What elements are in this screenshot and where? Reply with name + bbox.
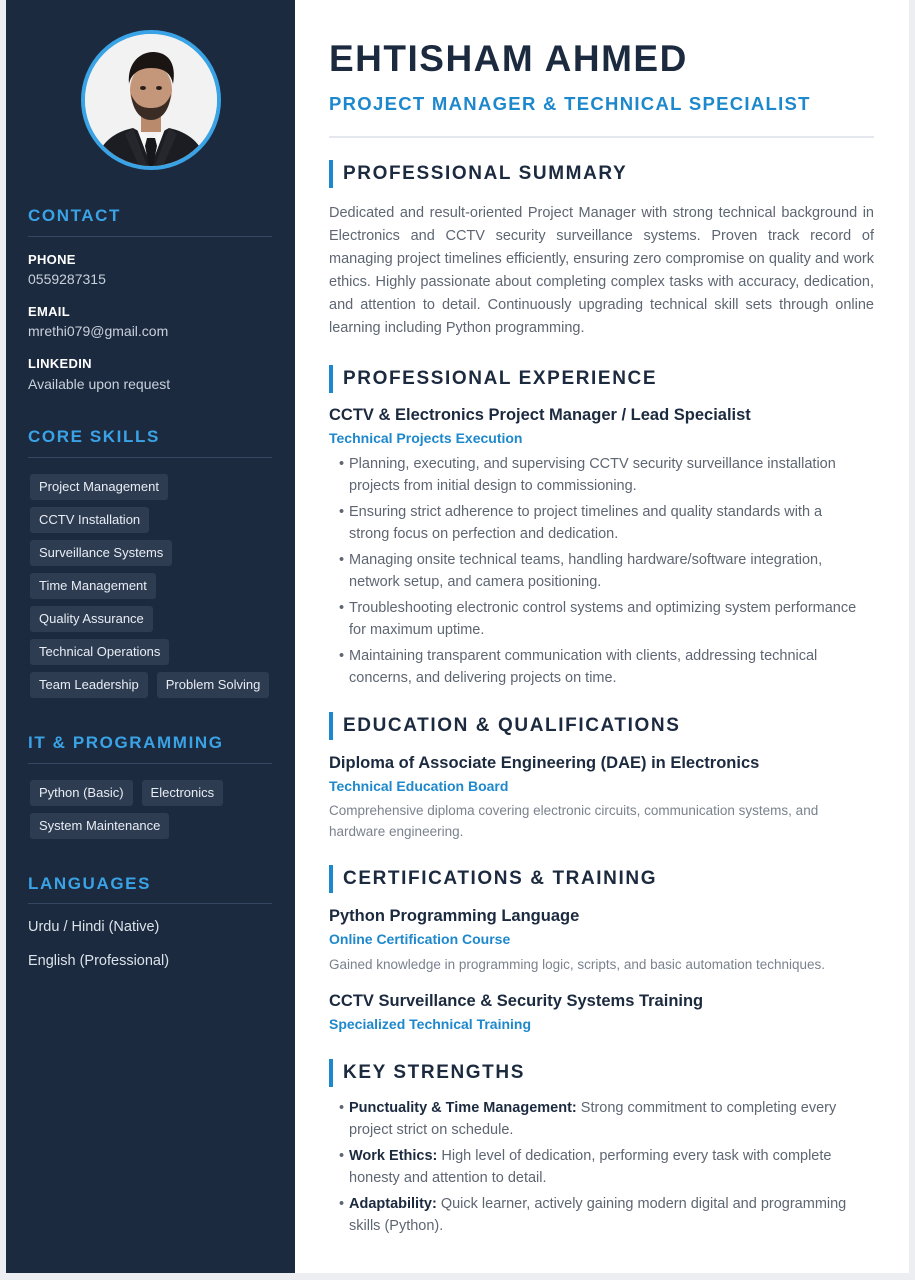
certification-title: Python Programming Language bbox=[329, 907, 580, 925]
job-subtitle: Technical Projects Execution bbox=[329, 430, 523, 446]
divider bbox=[28, 763, 272, 764]
experience-bullet: • Planning, executing, and supervising CCTV security surveillance installation projects from initial design to commissioning. bbox=[329, 453, 859, 497]
strength-item bbox=[329, 1097, 849, 1141]
skill-chip: CCTV Installation bbox=[30, 507, 149, 533]
experience-bullet: • Managing onsite technical teams, handling hardware/software integration, network setup, and camera positioning. bbox=[329, 549, 859, 593]
skill-chip: Python (Basic) bbox=[30, 780, 133, 806]
strength-text: Quick learner, actively gaining modern digital and programming skills (Python). bbox=[349, 1196, 847, 1234]
summary-heading bbox=[329, 160, 627, 188]
it-skills-list bbox=[30, 780, 278, 839]
education-heading-text: EDUCATION & QUALIFICATIONS bbox=[343, 715, 681, 736]
languages-heading: LANGUAGES bbox=[28, 874, 152, 893]
linkedin-label: LINKEDIN bbox=[28, 356, 92, 371]
divider bbox=[28, 236, 272, 237]
skill-chip: Technical Operations bbox=[30, 639, 169, 665]
job-title: CCTV & Electronics Project Manager / Lead Specialist bbox=[329, 406, 751, 424]
degree-description: Comprehensive diploma covering electronic circuits, communication systems, and hardware engineering. bbox=[329, 803, 819, 839]
skill-chip: Electronics bbox=[142, 780, 224, 806]
email-value: mrethi079@gmail.com bbox=[28, 323, 169, 339]
certification-title: CCTV Surveillance & Security Systems Training bbox=[329, 992, 704, 1010]
skill-chip: System Maintenance bbox=[30, 813, 169, 839]
email-label: EMAIL bbox=[28, 304, 70, 319]
strengths-bullets bbox=[329, 1097, 849, 1241]
experience-bullet: • Maintaining transparent communication with clients, addressing technical concerns, and delivering projects on time. bbox=[329, 645, 859, 689]
certification-subtitle: Specialized Technical Training bbox=[329, 1016, 532, 1032]
candidate-name: EHTISHAM AHMED bbox=[329, 38, 688, 79]
phone-value: 0559287315 bbox=[28, 271, 106, 287]
core-skills-list bbox=[30, 474, 278, 698]
core-skills-heading: CORE SKILLS bbox=[28, 427, 160, 446]
contact-heading: CONTACT bbox=[28, 206, 122, 225]
language-item: Urdu / Hindi (Native) bbox=[28, 919, 160, 935]
summary-heading-text: PROFESSIONAL SUMMARY bbox=[343, 163, 628, 184]
main-content bbox=[295, 0, 909, 1273]
strength-text: High level of dedication, performing every task with complete honesty and attention to detail. bbox=[349, 1148, 832, 1186]
header-divider bbox=[329, 136, 874, 138]
strength-label: Punctuality & Time Management: bbox=[349, 1100, 577, 1116]
divider bbox=[28, 903, 272, 904]
experience-heading bbox=[329, 365, 657, 393]
divider bbox=[28, 457, 272, 458]
strengths-heading bbox=[329, 1059, 525, 1087]
skill-chip: Surveillance Systems bbox=[30, 540, 172, 566]
summary-text: Dedicated and result-oriented Project Manager with strong technical background in Electronics and CCTV security surveillance systems. Proven track record of managing project timelines efficiently, ensuring zero compromise on quality and work ethics. Highly passionate about completing complex tasks with accuracy, dedication, and attention to detail. Continuously upgrading technical skill sets through online learning including Python programming. bbox=[329, 205, 874, 336]
certification-description: Gained knowledge in programming logic, scripts, and basic automation techniques. bbox=[329, 957, 826, 972]
experience-heading-text: PROFESSIONAL EXPERIENCE bbox=[343, 368, 658, 389]
skill-chip: Team Leadership bbox=[30, 672, 148, 698]
strength-label: Adaptability: bbox=[349, 1196, 437, 1212]
strength-item bbox=[329, 1193, 849, 1237]
skill-chip: Quality Assurance bbox=[30, 606, 153, 632]
profile-photo bbox=[81, 30, 221, 170]
skill-chip: Time Management bbox=[30, 573, 156, 599]
strengths-heading-text: KEY STRENGTHS bbox=[343, 1062, 525, 1083]
portrait-image bbox=[85, 34, 217, 166]
degree-title: Diploma of Associate Engineering (DAE) in Electronics bbox=[329, 754, 760, 772]
experience-bullet: • Ensuring strict adherence to project timelines and quality standards with a strong focus on perfection and dedication. bbox=[329, 501, 859, 545]
skill-chip: Project Management bbox=[30, 474, 168, 500]
certifications-heading bbox=[329, 865, 657, 893]
experience-bullet: • Troubleshooting electronic control systems and optimizing system performance for maximum uptime. bbox=[329, 597, 859, 641]
strength-item bbox=[329, 1145, 849, 1189]
candidate-title: PROJECT MANAGER & TECHNICAL SPECIALIST bbox=[329, 93, 811, 114]
experience-bullets bbox=[329, 453, 859, 693]
sidebar bbox=[6, 0, 295, 1273]
linkedin-value: Available upon request bbox=[28, 376, 171, 392]
it-programming-heading: IT & PROGRAMMING bbox=[28, 733, 224, 752]
resume-page bbox=[6, 0, 909, 1273]
education-heading bbox=[329, 712, 681, 740]
phone-label: PHONE bbox=[28, 252, 76, 267]
language-item: English (Professional) bbox=[28, 953, 170, 969]
strength-label: Work Ethics: bbox=[349, 1148, 438, 1164]
institution-name: Technical Education Board bbox=[329, 778, 509, 794]
certification-subtitle: Online Certification Course bbox=[329, 931, 511, 947]
strength-text: Strong commitment to completing every project strict on schedule. bbox=[349, 1100, 837, 1138]
certifications-heading-text: CERTIFICATIONS & TRAINING bbox=[343, 868, 658, 889]
skill-chip: Problem Solving bbox=[157, 672, 270, 698]
